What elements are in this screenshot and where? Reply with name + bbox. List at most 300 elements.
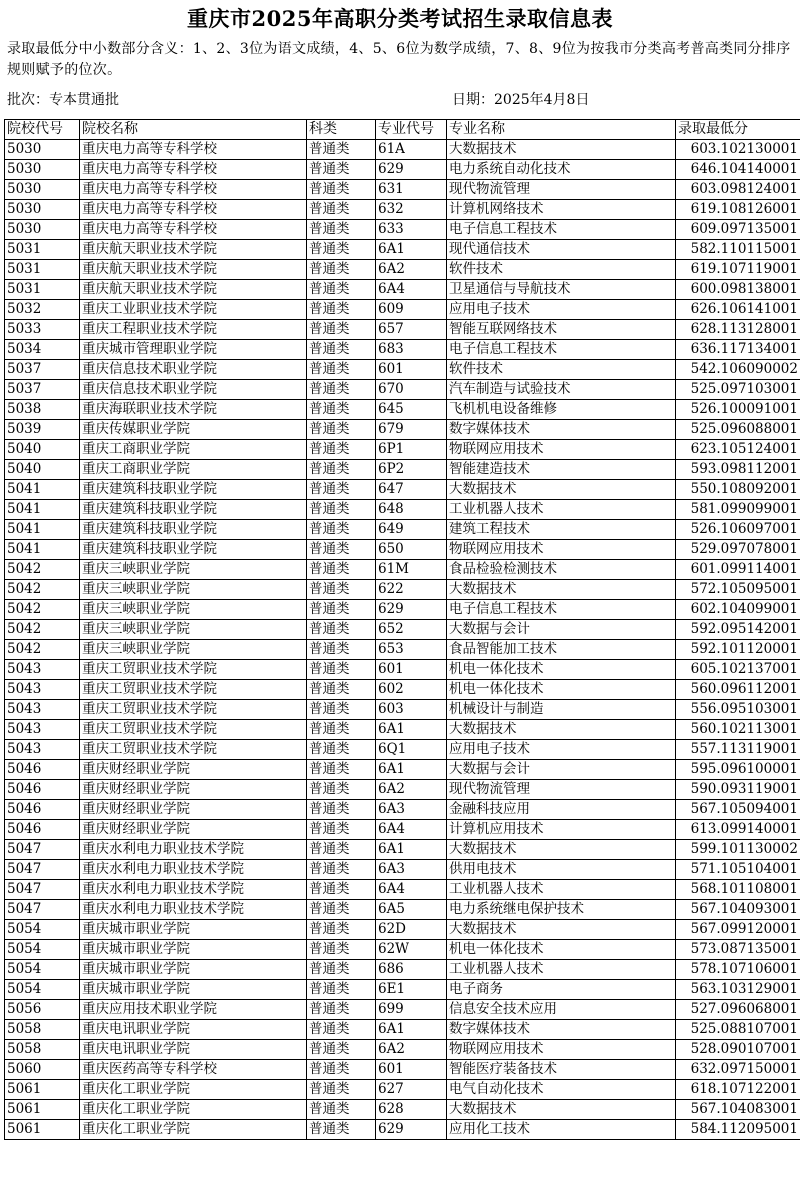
school-code-cell: 5054 [5, 960, 80, 980]
major-name-cell: 电子信息工程技术 [447, 600, 676, 620]
major-code-cell: 601 [376, 660, 447, 680]
min-score-cell: 592.101120001 [676, 640, 800, 660]
category-cell: 普通类 [307, 400, 376, 420]
table-row [5, 380, 800, 400]
min-score-cell: 628.113128001 [676, 320, 800, 340]
major-code-cell: 62W [376, 940, 447, 960]
major-code-cell: 632 [376, 200, 447, 220]
school-name-cell: 重庆建筑科技职业学院 [80, 480, 307, 500]
major-name-cell: 机电一体化技术 [447, 680, 676, 700]
major-code-cell: 627 [376, 1080, 447, 1100]
table-row [5, 700, 800, 720]
category-cell: 普通类 [307, 240, 376, 260]
school-code-cell: 5043 [5, 700, 80, 720]
school-name-cell: 重庆电力高等专科学校 [80, 200, 307, 220]
major-name-cell: 现代物流管理 [447, 780, 676, 800]
school-code-cell: 5042 [5, 580, 80, 600]
major-code-cell: 670 [376, 380, 447, 400]
min-score-cell: 618.107122001 [676, 1080, 800, 1100]
category-cell: 普通类 [307, 520, 376, 540]
min-score-cell: 584.112095001 [676, 1120, 800, 1140]
table-row [5, 140, 800, 160]
school-name-cell: 重庆建筑科技职业学院 [80, 540, 307, 560]
school-code-cell: 5034 [5, 340, 80, 360]
major-name-cell: 数字媒体技术 [447, 420, 676, 440]
major-code-cell: 6A2 [376, 1040, 447, 1060]
table-row [5, 1120, 800, 1140]
school-code-cell: 5061 [5, 1100, 80, 1120]
table-row [5, 1080, 800, 1100]
school-name-cell: 重庆三峡职业学院 [80, 600, 307, 620]
min-score-cell: 581.099099001 [676, 500, 800, 520]
batch-label: 批次：专本贯通批 [7, 89, 119, 109]
school-name-cell: 重庆工贸职业技术学院 [80, 680, 307, 700]
major-code-cell: 6P1 [376, 440, 447, 460]
min-score-cell: 567.099120001 [676, 920, 800, 940]
table-row [5, 1020, 800, 1040]
min-score-cell: 590.093119001 [676, 780, 800, 800]
min-score-cell: 605.102137001 [676, 660, 800, 680]
category-cell: 普通类 [307, 180, 376, 200]
major-code-cell: 6E1 [376, 980, 447, 1000]
major-name-cell: 信息安全技术应用 [447, 1000, 676, 1020]
min-score-cell: 567.104083001 [676, 1100, 800, 1120]
school-code-cell: 5054 [5, 980, 80, 1000]
min-score-cell: 626.106141001 [676, 300, 800, 320]
category-cell: 普通类 [307, 1100, 376, 1120]
major-code-cell: 653 [376, 640, 447, 660]
major-code-cell: 61M [376, 560, 447, 580]
school-code-cell: 5047 [5, 900, 80, 920]
school-name-cell: 重庆工程职业技术学院 [80, 320, 307, 340]
school-code-cell: 5033 [5, 320, 80, 340]
major-name-cell: 工业机器人技术 [447, 500, 676, 520]
major-name-cell: 现代通信技术 [447, 240, 676, 260]
table-row [5, 480, 800, 500]
school-code-cell: 5047 [5, 840, 80, 860]
table-row [5, 400, 800, 420]
major-name-cell: 大数据技术 [447, 840, 676, 860]
category-cell: 普通类 [307, 220, 376, 240]
major-name-cell: 飞机机电设备维修 [447, 400, 676, 420]
category-cell: 普通类 [307, 780, 376, 800]
category-cell: 普通类 [307, 1000, 376, 1020]
major-name-cell: 机电一体化技术 [447, 660, 676, 680]
min-score-cell: 601.099114001 [676, 560, 800, 580]
school-code-cell: 5030 [5, 180, 80, 200]
major-code-cell: 609 [376, 300, 447, 320]
major-name-cell: 大数据技术 [447, 720, 676, 740]
table-row [5, 260, 800, 280]
major-code-cell: 6A2 [376, 780, 447, 800]
school-code-cell: 5030 [5, 160, 80, 180]
major-code-cell: 6A1 [376, 240, 447, 260]
table-row [5, 760, 800, 780]
major-code-cell: 6A1 [376, 1020, 447, 1040]
major-code-cell: 633 [376, 220, 447, 240]
school-name-cell: 重庆医药高等专科学校 [80, 1060, 307, 1080]
major-name-cell: 电力系统继电保护技术 [447, 900, 676, 920]
school-name-cell: 重庆工业职业技术学院 [80, 300, 307, 320]
min-score-cell: 603.102130001 [676, 140, 800, 160]
score-explanation-note: 录取最低分中小数部分含义：1、2、3位为语文成绩，4、5、6位为数学成绩，7、8、9位为按我市分类高考普高类同分排序规则赋予的位次。 [7, 39, 794, 81]
school-name-cell: 重庆水利电力职业技术学院 [80, 880, 307, 900]
school-name-cell: 重庆航天职业技术学院 [80, 240, 307, 260]
school-code-cell: 5041 [5, 540, 80, 560]
major-name-cell: 建筑工程技术 [447, 520, 676, 540]
category-cell: 普通类 [307, 380, 376, 400]
category-cell: 普通类 [307, 640, 376, 660]
school-name-cell: 重庆传媒职业学院 [80, 420, 307, 440]
major-name-cell: 食品智能加工技术 [447, 640, 676, 660]
min-score-cell: 525.096088001 [676, 420, 800, 440]
min-score-cell: 542.106090002 [676, 360, 800, 380]
page-title: 重庆市2025年高职分类考试招生录取信息表 [0, 4, 800, 34]
min-score-cell: 560.102113001 [676, 720, 800, 740]
table-row [5, 780, 800, 800]
major-name-cell: 食品检验检测技术 [447, 560, 676, 580]
min-score-cell: 572.105095001 [676, 580, 800, 600]
major-name-cell: 电子商务 [447, 980, 676, 1000]
min-score-cell: 613.099140001 [676, 820, 800, 840]
major-name-cell: 大数据技术 [447, 580, 676, 600]
min-score-cell: 528.090107001 [676, 1040, 800, 1060]
school-name-cell: 重庆电力高等专科学校 [80, 140, 307, 160]
major-name-cell: 物联网应用技术 [447, 440, 676, 460]
category-cell: 普通类 [307, 620, 376, 640]
category-cell: 普通类 [307, 360, 376, 380]
major-code-cell: 679 [376, 420, 447, 440]
table-row [5, 800, 800, 820]
school-code-cell: 5041 [5, 520, 80, 540]
min-score-cell: 525.097103001 [676, 380, 800, 400]
school-name-cell: 重庆信息技术职业学院 [80, 380, 307, 400]
min-score-cell: 636.117134001 [676, 340, 800, 360]
min-score-cell: 578.107106001 [676, 960, 800, 980]
school-code-cell: 5047 [5, 860, 80, 880]
major-code-cell: 652 [376, 620, 447, 640]
category-cell: 普通类 [307, 420, 376, 440]
min-score-cell: 571.105104001 [676, 860, 800, 880]
school-code-cell: 5030 [5, 200, 80, 220]
school-name-cell: 重庆航天职业技术学院 [80, 280, 307, 300]
school-code-cell: 5043 [5, 720, 80, 740]
table-row [5, 220, 800, 240]
major-code-cell: 699 [376, 1000, 447, 1020]
major-code-cell: 649 [376, 520, 447, 540]
major-name-cell: 电力系统自动化技术 [447, 160, 676, 180]
school-name-cell: 重庆财经职业学院 [80, 780, 307, 800]
school-code-cell: 5041 [5, 500, 80, 520]
school-code-cell: 5042 [5, 620, 80, 640]
major-code-cell: 6A1 [376, 840, 447, 860]
school-code-cell: 5031 [5, 240, 80, 260]
school-code-cell: 5047 [5, 880, 80, 900]
major-code-cell: 648 [376, 500, 447, 520]
table-row [5, 420, 800, 440]
school-name-cell: 重庆化工职业学院 [80, 1120, 307, 1140]
table-row [5, 300, 800, 320]
major-name-cell: 电子信息工程技术 [447, 340, 676, 360]
table-row [5, 540, 800, 560]
table-row [5, 740, 800, 760]
table-row [5, 180, 800, 200]
school-name-cell: 重庆水利电力职业技术学院 [80, 900, 307, 920]
major-name-cell: 大数据与会计 [447, 760, 676, 780]
school-code-cell: 5046 [5, 800, 80, 820]
table-row [5, 960, 800, 980]
header-major-name: 专业名称 [447, 120, 676, 140]
major-name-cell: 金融科技应用 [447, 800, 676, 820]
school-code-cell: 5058 [5, 1040, 80, 1060]
min-score-cell: 600.098138001 [676, 280, 800, 300]
table-row [5, 680, 800, 700]
school-code-cell: 5030 [5, 220, 80, 240]
category-cell: 普通类 [307, 200, 376, 220]
school-name-cell: 重庆水利电力职业技术学院 [80, 840, 307, 860]
major-code-cell: 6A4 [376, 820, 447, 840]
major-code-cell: 62D [376, 920, 447, 940]
major-name-cell: 数字媒体技术 [447, 1020, 676, 1040]
major-name-cell: 大数据技术 [447, 1100, 676, 1120]
school-name-cell: 重庆电力高等专科学校 [80, 180, 307, 200]
school-name-cell: 重庆应用技术职业学院 [80, 1000, 307, 1020]
school-code-cell: 5030 [5, 140, 80, 160]
school-name-cell: 重庆三峡职业学院 [80, 620, 307, 640]
school-name-cell: 重庆城市职业学院 [80, 980, 307, 1000]
school-code-cell: 5058 [5, 1020, 80, 1040]
major-code-cell: 6A3 [376, 860, 447, 880]
major-name-cell: 应用化工技术 [447, 1120, 676, 1140]
min-score-cell: 609.097135001 [676, 220, 800, 240]
table-row [5, 640, 800, 660]
table-row [5, 500, 800, 520]
min-score-cell: 573.087135001 [676, 940, 800, 960]
school-name-cell: 重庆财经职业学院 [80, 800, 307, 820]
category-cell: 普通类 [307, 720, 376, 740]
major-name-cell: 软件技术 [447, 260, 676, 280]
major-name-cell: 智能医疗装备技术 [447, 1060, 676, 1080]
category-cell: 普通类 [307, 940, 376, 960]
major-code-cell: 6A2 [376, 260, 447, 280]
category-cell: 普通类 [307, 700, 376, 720]
min-score-cell: 529.097078001 [676, 540, 800, 560]
min-score-cell: 567.105094001 [676, 800, 800, 820]
major-code-cell: 6A4 [376, 880, 447, 900]
category-cell: 普通类 [307, 1080, 376, 1100]
major-name-cell: 卫星通信与导航技术 [447, 280, 676, 300]
school-code-cell: 5046 [5, 780, 80, 800]
major-name-cell: 应用电子技术 [447, 300, 676, 320]
category-cell: 普通类 [307, 660, 376, 680]
school-code-cell: 5061 [5, 1120, 80, 1140]
school-name-cell: 重庆城市管理职业学院 [80, 340, 307, 360]
major-code-cell: 629 [376, 600, 447, 620]
major-code-cell: 657 [376, 320, 447, 340]
major-name-cell: 智能互联网络技术 [447, 320, 676, 340]
table-row [5, 820, 800, 840]
major-code-cell: 622 [376, 580, 447, 600]
category-cell: 普通类 [307, 860, 376, 880]
category-cell: 普通类 [307, 800, 376, 820]
major-name-cell: 计算机网络技术 [447, 200, 676, 220]
major-code-cell: 631 [376, 180, 447, 200]
school-name-cell: 重庆工贸职业技术学院 [80, 740, 307, 760]
school-name-cell: 重庆电力高等专科学校 [80, 160, 307, 180]
school-code-cell: 5040 [5, 460, 80, 480]
school-name-cell: 重庆三峡职业学院 [80, 580, 307, 600]
school-code-cell: 5040 [5, 440, 80, 460]
school-name-cell: 重庆三峡职业学院 [80, 640, 307, 660]
major-code-cell: 6Q1 [376, 740, 447, 760]
category-cell: 普通类 [307, 500, 376, 520]
major-code-cell: 6A3 [376, 800, 447, 820]
category-cell: 普通类 [307, 760, 376, 780]
school-name-cell: 重庆城市职业学院 [80, 940, 307, 960]
major-name-cell: 机电一体化技术 [447, 940, 676, 960]
min-score-cell: 619.107119001 [676, 260, 800, 280]
min-score-cell: 563.103129001 [676, 980, 800, 1000]
school-code-cell: 5037 [5, 360, 80, 380]
school-code-cell: 5042 [5, 560, 80, 580]
major-code-cell: 6A4 [376, 280, 447, 300]
table-row [5, 920, 800, 940]
table-row [5, 600, 800, 620]
min-score-cell: 526.100091001 [676, 400, 800, 420]
school-name-cell: 重庆航天职业技术学院 [80, 260, 307, 280]
school-code-cell: 5056 [5, 1000, 80, 1020]
school-code-cell: 5041 [5, 480, 80, 500]
major-code-cell: 650 [376, 540, 447, 560]
table-row [5, 240, 800, 260]
category-cell: 普通类 [307, 960, 376, 980]
school-name-cell: 重庆建筑科技职业学院 [80, 500, 307, 520]
major-code-cell: 6P2 [376, 460, 447, 480]
category-cell: 普通类 [307, 160, 376, 180]
school-name-cell: 重庆建筑科技职业学院 [80, 520, 307, 540]
min-score-cell: 595.096100001 [676, 760, 800, 780]
table-row [5, 160, 800, 180]
major-name-cell: 现代物流管理 [447, 180, 676, 200]
header-school-name: 院校名称 [80, 120, 307, 140]
category-cell: 普通类 [307, 460, 376, 480]
school-name-cell: 重庆城市职业学院 [80, 960, 307, 980]
table-row [5, 840, 800, 860]
major-name-cell: 软件技术 [447, 360, 676, 380]
table-header-row [5, 120, 800, 140]
min-score-cell: 557.113119001 [676, 740, 800, 760]
school-name-cell: 重庆工贸职业技术学院 [80, 720, 307, 740]
table-row [5, 880, 800, 900]
major-code-cell: 647 [376, 480, 447, 500]
major-name-cell: 大数据技术 [447, 140, 676, 160]
table-row [5, 280, 800, 300]
major-code-cell: 629 [376, 160, 447, 180]
major-name-cell: 工业机器人技术 [447, 880, 676, 900]
table-row [5, 900, 800, 920]
category-cell: 普通类 [307, 980, 376, 1000]
major-name-cell: 大数据与会计 [447, 620, 676, 640]
major-name-cell: 计算机应用技术 [447, 820, 676, 840]
header-school-code: 院校代号 [5, 120, 80, 140]
table-row [5, 940, 800, 960]
category-cell: 普通类 [307, 580, 376, 600]
table-row [5, 1040, 800, 1060]
min-score-cell: 593.098112001 [676, 460, 800, 480]
school-name-cell: 重庆财经职业学院 [80, 820, 307, 840]
major-code-cell: 603 [376, 700, 447, 720]
major-name-cell: 大数据技术 [447, 480, 676, 500]
category-cell: 普通类 [307, 260, 376, 280]
table-body [5, 140, 800, 1140]
school-code-cell: 5054 [5, 920, 80, 940]
school-name-cell: 重庆工商职业学院 [80, 460, 307, 480]
table-row [5, 460, 800, 480]
major-name-cell: 物联网应用技术 [447, 1040, 676, 1060]
school-code-cell: 5042 [5, 640, 80, 660]
min-score-cell: 646.104140001 [676, 160, 800, 180]
school-code-cell: 5060 [5, 1060, 80, 1080]
category-cell: 普通类 [307, 740, 376, 760]
school-code-cell: 5037 [5, 380, 80, 400]
school-name-cell: 重庆工商职业学院 [80, 440, 307, 460]
category-cell: 普通类 [307, 320, 376, 340]
min-score-cell: 632.097150001 [676, 1060, 800, 1080]
school-name-cell: 重庆城市职业学院 [80, 920, 307, 940]
category-cell: 普通类 [307, 140, 376, 160]
school-name-cell: 重庆工贸职业技术学院 [80, 700, 307, 720]
min-score-cell: 619.108126001 [676, 200, 800, 220]
school-name-cell: 重庆电讯职业学院 [80, 1020, 307, 1040]
header-major-code: 专业代号 [376, 120, 447, 140]
min-score-cell: 568.101108001 [676, 880, 800, 900]
category-cell: 普通类 [307, 340, 376, 360]
school-code-cell: 5043 [5, 680, 80, 700]
major-name-cell: 工业机器人技术 [447, 960, 676, 980]
category-cell: 普通类 [307, 840, 376, 860]
school-code-cell: 5042 [5, 600, 80, 620]
min-score-cell: 556.095103001 [676, 700, 800, 720]
school-name-cell: 重庆财经职业学院 [80, 760, 307, 780]
major-code-cell: 628 [376, 1100, 447, 1120]
table-row [5, 660, 800, 680]
school-code-cell: 5031 [5, 280, 80, 300]
table-row [5, 440, 800, 460]
date-label: 日期：2025年4月8日 [452, 89, 589, 109]
major-code-cell: 6A1 [376, 760, 447, 780]
table-row [5, 1060, 800, 1080]
school-code-cell: 5039 [5, 420, 80, 440]
category-cell: 普通类 [307, 1020, 376, 1040]
category-cell: 普通类 [307, 560, 376, 580]
major-code-cell: 6A5 [376, 900, 447, 920]
school-code-cell: 5054 [5, 940, 80, 960]
school-name-cell: 重庆工贸职业技术学院 [80, 660, 307, 680]
table-row [5, 560, 800, 580]
school-code-cell: 5061 [5, 1080, 80, 1100]
major-name-cell: 供用电技术 [447, 860, 676, 880]
category-cell: 普通类 [307, 540, 376, 560]
min-score-cell: 603.098124001 [676, 180, 800, 200]
major-code-cell: 601 [376, 1060, 447, 1080]
major-code-cell: 683 [376, 340, 447, 360]
category-cell: 普通类 [307, 1060, 376, 1080]
school-name-cell: 重庆化工职业学院 [80, 1100, 307, 1120]
school-name-cell: 重庆电讯职业学院 [80, 1040, 307, 1060]
category-cell: 普通类 [307, 880, 376, 900]
school-code-cell: 5031 [5, 260, 80, 280]
min-score-cell: 602.104099001 [676, 600, 800, 620]
